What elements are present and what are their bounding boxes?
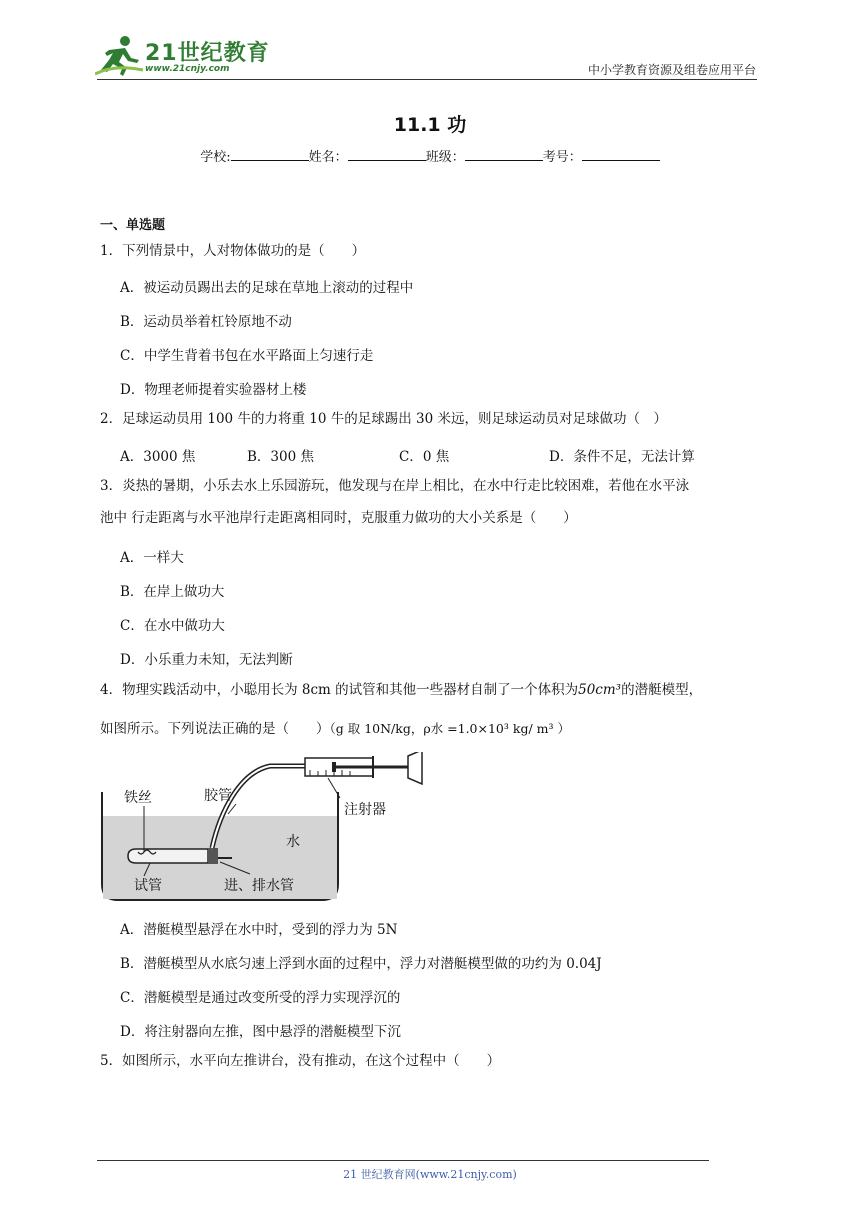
question-4-option-d[interactable]: D．将注射器向左推，图中悬浮的潜艇模型下沉 xyxy=(120,1024,401,1040)
stopper xyxy=(208,848,218,864)
question-4-stem-end: 的潜艇模型， xyxy=(621,682,703,698)
footer-text[interactable]: 21 世纪教育网(www.21cnjy.com) xyxy=(343,1168,517,1181)
platform-name: 中小学教育资源及组卷应用平台 xyxy=(587,63,756,77)
question-3-option-d[interactable]: D．小乐重力未知，无法判断 xyxy=(120,652,293,668)
question-4-stem-line2-text: 如图所示。下列说法正确的是（ ） xyxy=(100,721,330,737)
label-wire: 铁丝 xyxy=(124,790,152,806)
question-3-option-a[interactable]: A．一样大 xyxy=(120,550,184,566)
logo-text: 21世纪教育 xyxy=(145,41,270,66)
label-tube: 试管 xyxy=(134,878,162,894)
exam-no-label: 考号： xyxy=(542,150,582,165)
footer-divider xyxy=(97,1160,709,1161)
question-3-stem-line1: 3．炎热的暑期，小乐去水上乐园游玩，他发现与在岸上相比，在水中行走比较困难，若他在水平泳 xyxy=(100,478,690,494)
question-3-option-c[interactable]: C．在水中做功大 xyxy=(120,618,225,634)
header-divider xyxy=(97,79,757,80)
question-2-option-c[interactable]: C．0 焦 xyxy=(399,449,450,465)
question-3-stem-line2: 池中 行走距离与水平池岸行走距离相同时，克服重力做功的大小关系是（ ） xyxy=(100,510,577,526)
section-heading: 一、单选题 xyxy=(100,218,166,233)
student-info-line xyxy=(0,146,860,165)
question-4-stem-line1 xyxy=(100,677,760,703)
question-2-option-d[interactable]: D．条件不足，无法计算 xyxy=(549,449,695,465)
question-3-option-b[interactable]: B．在岸上做功大 xyxy=(120,584,225,600)
test-tube xyxy=(128,849,208,863)
school-blank[interactable] xyxy=(231,148,309,161)
logo-url: www.21cnjy.com xyxy=(145,64,230,74)
question-1-option-a[interactable]: A．被运动员踢出去的足球在草地上滚动的过程中 xyxy=(120,280,414,296)
question-1-option-b[interactable]: B．运动员举着杠铃原地不动 xyxy=(120,314,292,330)
label-drain: 进、排水管 xyxy=(224,878,294,894)
question-5-stem: 5．如图所示，水平向左推讲台，没有推动，在这个过程中（ ） xyxy=(100,1053,501,1069)
class-blank[interactable] xyxy=(465,148,543,161)
exam-no-blank[interactable] xyxy=(582,148,660,161)
logo-figure-icon xyxy=(95,34,145,78)
question-4-constants: （g 取 10N/kg，ρ水 =1.0×10³ kg/ m³ ） xyxy=(329,721,570,736)
question-1-option-c[interactable]: C．中学生背着书包在水平路面上匀速行走 xyxy=(120,348,374,364)
question-1-stem: 1．下列情景中，人对物体做功的是（ ） xyxy=(100,243,366,259)
school-label: 学校: xyxy=(200,150,231,165)
question-2-option-a[interactable]: A．3000 焦 xyxy=(120,449,196,465)
label-hose: 胶管 xyxy=(204,788,232,804)
name-label: 姓名： xyxy=(308,150,348,165)
question-4-option-c[interactable]: C．潜艇模型是通过改变所受的浮力实现浮沉的 xyxy=(120,990,401,1006)
question-1-option-d[interactable]: D．物理老师提着实验器材上楼 xyxy=(120,382,307,398)
question-2-stem: 2．足球运动员用 100 牛的力将重 10 牛的足球踢出 30 米远，则足球运动员对足球做功（ ） xyxy=(100,411,667,427)
question-4-stem-text: 4．物理实践活动中，小聪用长为 8cm 的试管和其他一些器材自制了一个体积为 xyxy=(100,682,579,698)
name-blank[interactable] xyxy=(348,148,426,161)
label-syringe: 注射器 xyxy=(344,802,386,818)
submarine-model-figure xyxy=(100,752,440,904)
question-4-option-b[interactable]: B．潜艇模型从水底匀速上浮到水面的过程中，浮力对潜艇模型做的功约为 0.04J xyxy=(120,956,602,972)
page-title: 11.1 功 xyxy=(393,114,467,136)
class-label: 班级： xyxy=(425,150,465,165)
syringe-plunger-handle xyxy=(408,752,422,784)
question-2-option-b[interactable]: B．300 焦 xyxy=(247,449,314,465)
label-water: 水 xyxy=(286,834,300,850)
question-4-volume: 50cm³ xyxy=(578,682,622,698)
question-4-option-a[interactable]: A．潜艇模型悬浮在水中时，受到的浮力为 5N xyxy=(120,922,398,938)
question-4-stem-line2 xyxy=(100,716,760,742)
